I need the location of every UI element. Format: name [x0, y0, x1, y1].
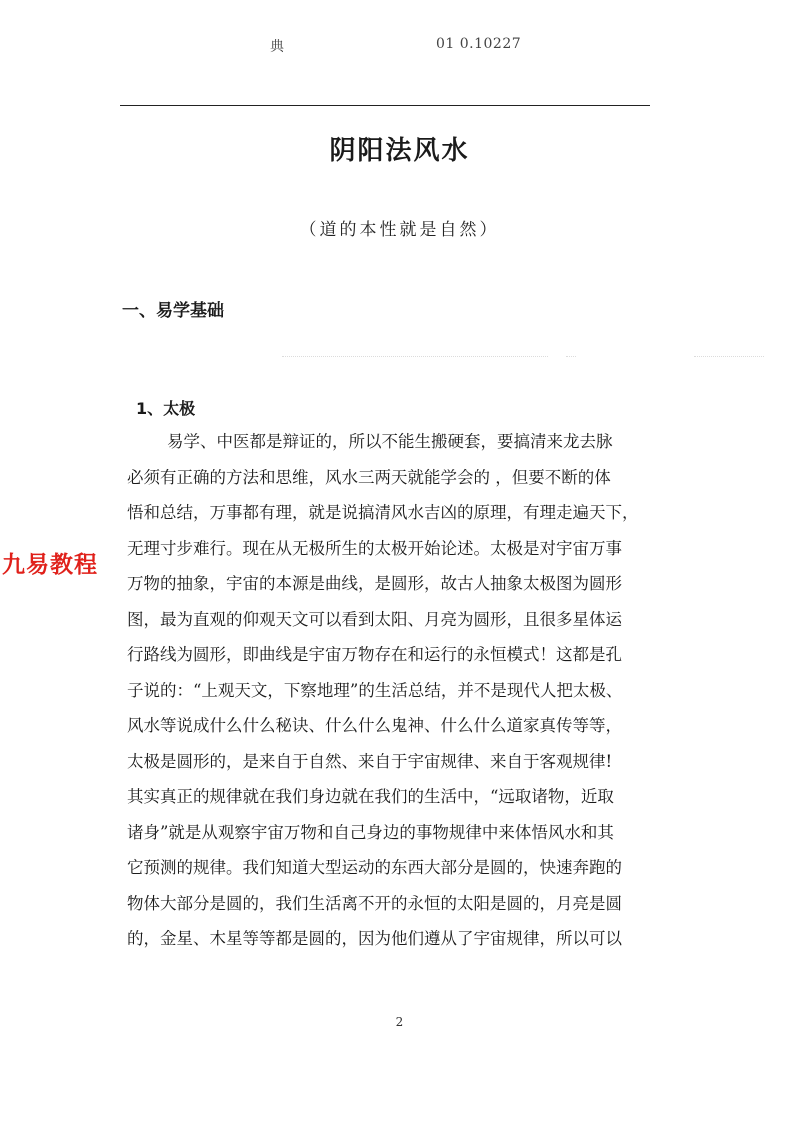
- paragraph-line: 悟和总结，万事都有理，就是说搞清风水吉凶的原理，有理走遍天下，: [127, 503, 639, 522]
- header-rule: [120, 105, 650, 106]
- paragraph-line: 物体大部分是圆的，我们生活离不开的永恒的太阳是圆的，月亮是圆: [127, 893, 622, 913]
- watermark-label: 九易教程: [2, 552, 98, 578]
- scan-artifact-line: [566, 356, 576, 357]
- paragraph-line: 必须有正确的方法和思维，风水三两天就能学会的 ，但要不断的体: [127, 467, 611, 487]
- paragraph-line: 万物的抽象，宇宙的本源是曲线，是圆形，故古人抽象太极图为圆形: [127, 574, 622, 593]
- paragraph-line: 诸身”就是从观察宇宙万物和自己身边的事物规律中来体悟风水和其: [127, 822, 614, 842]
- paragraph-line: 图，最为直观的仰观天文可以看到太阳、月亮为圆形，且很多星体运: [127, 609, 622, 629]
- scan-artifact-line: [694, 356, 764, 357]
- paragraph-line: 风水等说成什么什么秘诀、什么什么鬼神、什么什么道家真传等等，: [127, 716, 622, 735]
- sub-heading: 1、太极: [136, 399, 196, 418]
- paragraph-line: 的，金星、木星等等都是圆的，因为他们遵从了宇宙规律，所以可以: [127, 929, 622, 948]
- paragraph-line: 它预测的规律。我们知道大型运动的东西大部分是圆的，快速奔跑的: [127, 858, 622, 877]
- header-document-code: 01 0.10227: [436, 36, 522, 52]
- paragraph-line: 太极是圆形的，是来自于自然、来自于宇宙规律、来自于客观规律!: [127, 751, 613, 771]
- page-title: 阴阳法风水: [329, 136, 470, 166]
- paragraph-line: 其实真正的规律就在我们身边就在我们的生活中，“远取诸物，近取: [127, 787, 614, 806]
- page-subtitle: （道的本性就是自然）: [299, 220, 500, 240]
- scan-artifact-line: [282, 356, 548, 357]
- section-heading: 一、易学基础: [122, 301, 224, 321]
- header-left-text: 典: [270, 39, 284, 55]
- body-paragraph: [127, 424, 667, 957]
- paragraph-line: 易学、中医都是辩证的，所以不能生搬硬套，要搞清来龙去脉: [167, 432, 613, 451]
- paragraph-line: 子说的：“上观天文，下察地理”的生活总结，并不是现代人把太极、: [127, 680, 623, 700]
- page-number: 2: [395, 1015, 404, 1029]
- paragraph-line: 无理寸步难行。现在从无极所生的太极开始论述。太极是对宇宙万事: [127, 538, 622, 558]
- paragraph-line: 行路线为圆形，即曲线是宇宙万物存在和运行的永恒模式！这都是孔: [127, 645, 622, 664]
